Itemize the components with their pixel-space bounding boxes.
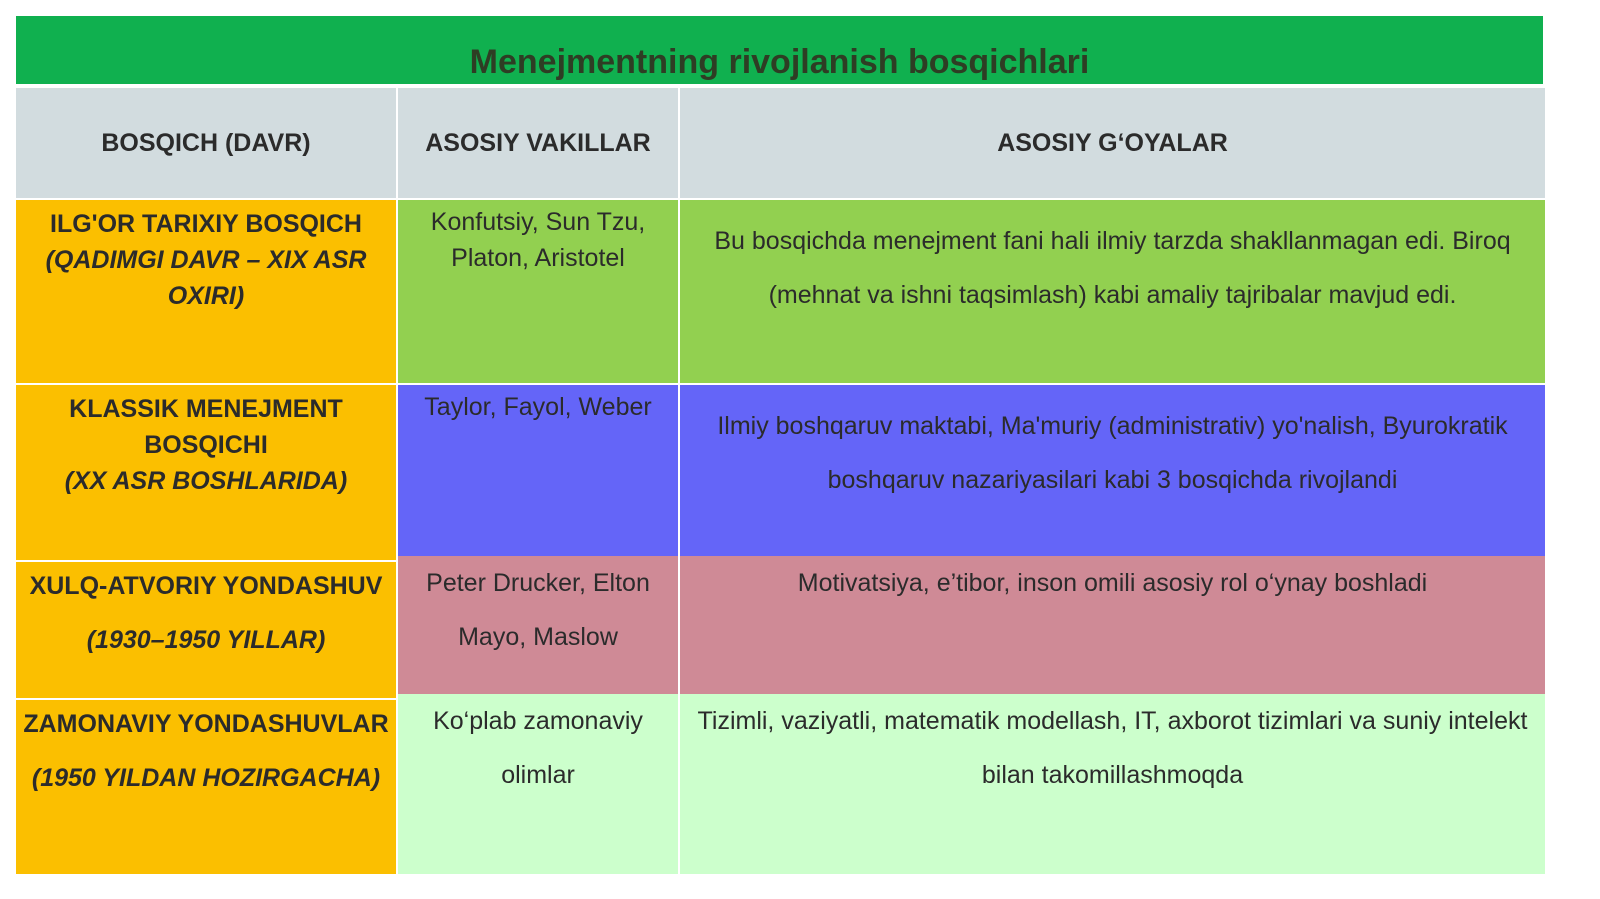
stage-period: (1950 YILDAN HOZIRGACHA)	[31, 764, 381, 792]
ideas-cell: Tizimli, vaziyatli, matematik modellash, IT, axborot tizimlari va suniy intelekt bilan takomillashmoqda	[680, 694, 1545, 874]
ideas-cell: Motivatsiya, e’tibor, inson omili asosiy rol o‘ynay boshladi	[680, 556, 1545, 698]
stage-name: XULQ-ATVORIY YONDASHUV	[29, 572, 383, 600]
stage-period: (XX ASR BOSHLARIDA)	[64, 467, 348, 495]
page-title: Menejmentning rivojlanish bosqichlari	[469, 43, 1090, 81]
header-representatives: ASOSIY VAKILLAR	[398, 88, 678, 198]
header-stage: BOSQICH (DAVR)	[16, 88, 396, 198]
title-bar	[16, 16, 1543, 84]
stage-name: KLASSIK MENEJMENT BOSQICHI	[69, 395, 343, 459]
stage-name: ILG'OR TARIXIY BOSQICH	[50, 210, 362, 238]
stage-cell	[16, 562, 396, 698]
stage-cell	[16, 700, 396, 874]
ideas-cell: Bu bosqichda menejment fani hali ilmiy tarzda shakllanmagan edi. Biroq (mehnat va ishni taqsimlash) kabi amaliy tajribalar mavjud edi.	[680, 200, 1545, 383]
stages-table	[16, 88, 1543, 870]
representatives-cell: Ko‘plab zamonaviy olimlar	[398, 694, 678, 874]
stage-cell	[16, 200, 396, 383]
ideas-cell: Ilmiy boshqaruv maktabi, Ma'muriy (administrativ) yo'nalish, Byurokratik boshqaruv nazariyasilari kabi 3 bosqichda rivojlandi	[680, 385, 1545, 560]
stage-period: (1930–1950 YILLAR)	[86, 626, 326, 654]
representatives-cell: Konfutsiy, Sun Tzu, Platon, Aristotel	[398, 200, 678, 383]
representatives-cell: Taylor, Fayol, Weber	[398, 385, 678, 560]
stage-period: (QADIMGI DAVR – XIX ASR OXIRI)	[45, 246, 367, 310]
stage-cell	[16, 385, 396, 560]
stage-name: ZAMONAVIY YONDASHUVLAR	[23, 710, 389, 738]
header-ideas: ASOSIY G‘OYALAR	[680, 88, 1545, 198]
representatives-cell: Peter Drucker, Elton Mayo, Maslow	[398, 556, 678, 698]
